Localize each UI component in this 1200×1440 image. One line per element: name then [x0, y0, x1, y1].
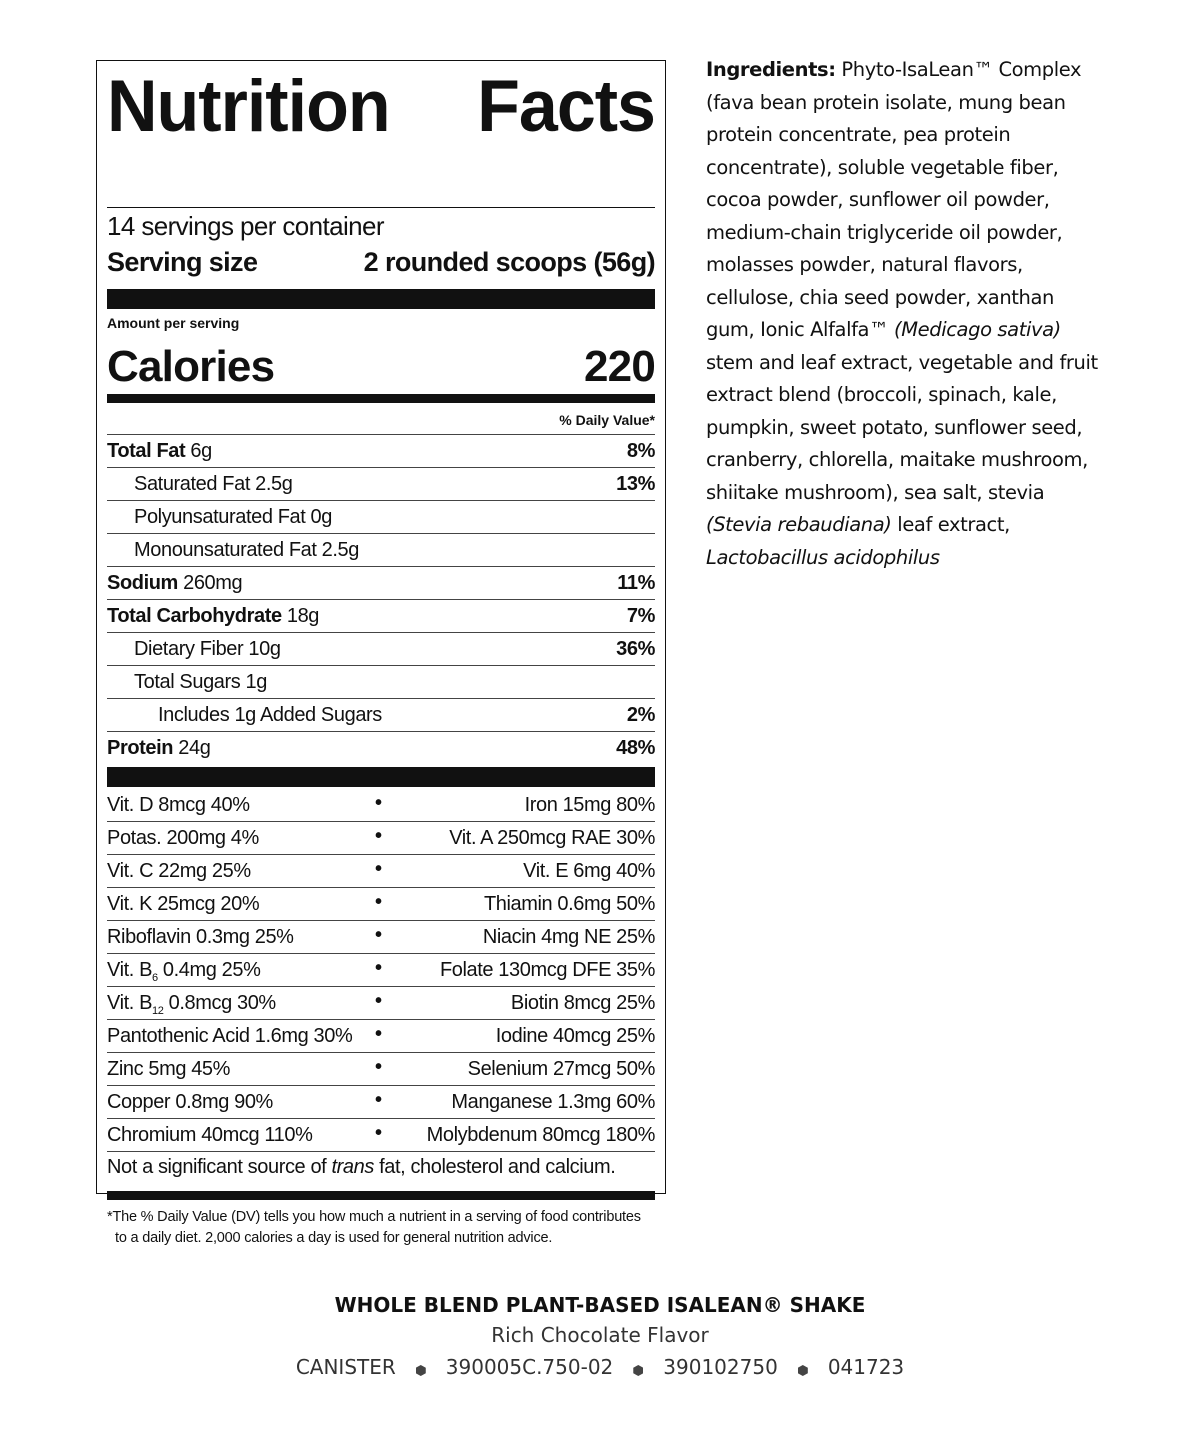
vitamin-row: Vit. K 25mcg 20% • Thiamin 0.6mg 50%: [107, 888, 655, 921]
vitamin-row: Chromium 40mcg 110% • Molybdenum 80mcg 180%: [107, 1119, 655, 1152]
serving-size-label: Serving size: [107, 247, 258, 277]
product-flavor: Rich Chocolate Flavor: [491, 1323, 709, 1347]
nutrition-facts-panel: [96, 60, 666, 1246]
nutrient-list: [107, 434, 655, 764]
vitamin-row: Vit. C 22mg 25% • Vit. E 6mg 40%: [107, 855, 655, 888]
ingredients-statement: Ingredients: Phyto-IsaLean™ Complex (fava bean protein isolate, mung bean protein concentrate, pea protein concentrate), soluble vegetable fiber, cocoa powder, sunflower oil powder, medium-chain triglyceride oil powder, molasses powder, natural flavors, cellulose, chia seed powder, xanthan gum, Ionic Alfalfa™ (Medicago sativa) stem and leaf extract, vegetable and fruit extract blend (broccoli, spinach, kale, pumpkin, sweet potato, sunflower seed, cranberry, chlorella, maitake mushroom, shiitake mushroom), sea salt, stevia (Stevia rebaudiana) leaf extract, Lactobacillus acidophilus: [706, 58, 1098, 569]
nutrient-row: Protein 24g 48%: [107, 731, 655, 764]
nutrient-row: Saturated Fat 2.5g 13%: [107, 467, 655, 500]
vitamin-row: Zinc 5mg 45% • Selenium 27mcg 50%: [107, 1053, 655, 1086]
thick-divider: [107, 767, 655, 787]
vitamin-row: Vit. D 8mcg 40% • Iron 15mg 80%: [107, 789, 655, 822]
calories-row: [107, 339, 655, 395]
calories-value: 220: [583, 342, 655, 391]
vitamin-list: [107, 789, 655, 1152]
serving-size-row: [107, 247, 655, 278]
hexagon-bullet-icon: [798, 1365, 808, 1376]
thick-divider: [107, 289, 655, 309]
vitamin-row: Vit. $B_6$ 0.4mg 25% • Folate 130mcg DFE 35%: [107, 954, 655, 987]
vitamin-row: Riboflavin 0.3mg 25% • Niacin 4mg NE 25%: [107, 921, 655, 954]
servings-per-container: 14 servings per container: [107, 211, 384, 241]
vitamin-row: Pantothenic Acid 1.6mg 30% • Iodine 40mcg 25%: [107, 1020, 655, 1053]
nutrient-row: Dietary Fiber 10g 36%: [107, 632, 655, 665]
nutrient-row: Total Sugars 1g: [107, 665, 655, 698]
product-codes: CANISTER 390005C.750-02 390102750 041723: [295, 1355, 905, 1379]
hexagon-bullet-icon: [416, 1365, 426, 1376]
daily-value-header: % Daily Value*: [559, 412, 655, 428]
amount-per-serving: Amount per serving: [107, 315, 240, 331]
nutrition-facts-title: Nutrition Facts: [107, 65, 655, 147]
divider: [107, 207, 655, 208]
medium-divider: [107, 394, 655, 403]
not-significant-statement: Not a significant source of trans fat, cholesterol and calcium.: [107, 1156, 616, 1178]
nutrient-row: Polyunsaturated Fat 0g: [107, 500, 655, 533]
vitamin-row: Copper 0.8mg 90% • Manganese 1.3mg 60%: [107, 1086, 655, 1119]
nutrient-row: Includes 1g Added Sugars 2%: [107, 698, 655, 731]
nutrient-row: Total Fat 6g 8%: [107, 434, 655, 467]
nutrient-row: Total Carbohydrate 18g 7%: [107, 599, 655, 632]
vitamin-row: Potas. 200mg 4% • Vit. A 250mcg RAE 30%: [107, 822, 655, 855]
ingredients-label: Ingredients:: [706, 58, 836, 81]
calories-label: Calories: [107, 342, 275, 391]
daily-value-footnote: *The % Daily Value (DV) tells you how much a nutrient in a serving of food contributes to a daily diet. 2,000 calories a day is used for general nutrition advice.: [107, 1209, 641, 1246]
hexagon-bullet-icon: [633, 1365, 643, 1376]
nutrient-row: Sodium 260mg 11%: [107, 566, 655, 599]
nutrient-row: Monounsaturated Fat 2.5g: [107, 533, 655, 566]
vitamin-row: Vit. $B_{12}$ 0.8mcg 30% • Biotin 8mcg 25%: [107, 987, 655, 1020]
medium-divider: [107, 1191, 655, 1200]
product-name: WHOLE BLEND PLANT-BASED ISALEAN® SHAKE: [334, 1293, 866, 1317]
serving-size-value: 2 rounded scoops (56g): [363, 247, 655, 277]
